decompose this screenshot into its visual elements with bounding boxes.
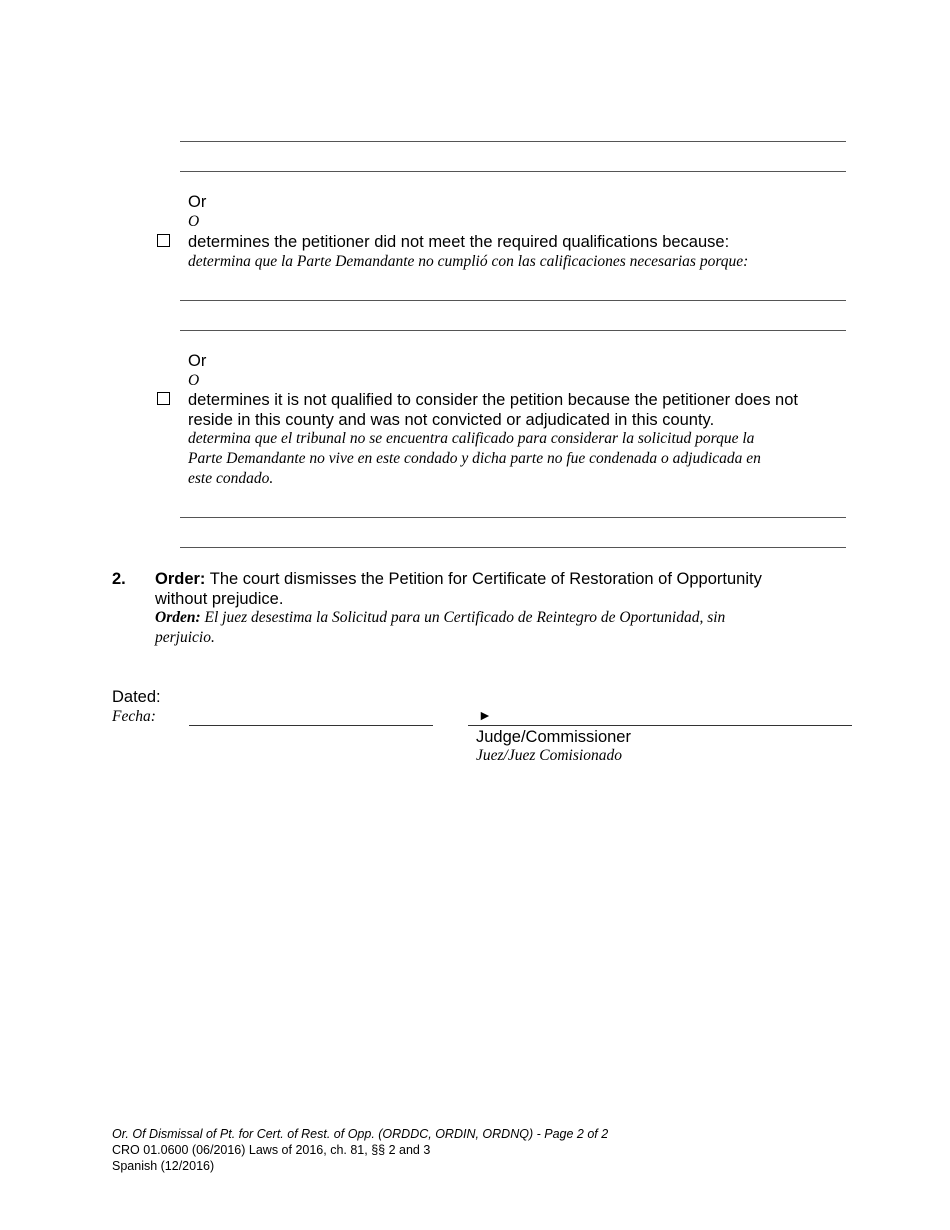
signature-arrow-icon: ► — [478, 707, 492, 723]
judge-title: Judge/Commissioner — [476, 728, 631, 746]
order-text-line2: without prejudice. — [155, 590, 284, 608]
or-label-spanish: O — [188, 213, 200, 230]
dated-label-spanish: Fecha: — [112, 708, 156, 725]
county-text-line1: determines it is not qualified to consider the petition because the petitioner does not — [188, 391, 798, 409]
order-paragraph — [155, 569, 762, 589]
write-in-line[interactable] — [180, 171, 846, 172]
signature-line[interactable] — [468, 725, 852, 726]
order-text-spanish-line1: El juez desestima la Solicitud para un Certificado de Reintegro de Oportunidad, sin — [204, 609, 726, 626]
county-text-spanish-line3: este condado. — [188, 470, 274, 487]
footer-form-title: Or. Of Dismissal of Pt. for Cert. of Rest. of Opp. (ORDDC, ORDIN, ORDNQ) - Page 2 of 2 — [112, 1127, 609, 1141]
footer-language: Spanish (12/2016) — [112, 1159, 215, 1173]
reason-line[interactable] — [180, 547, 846, 548]
qualifications-text: determines the petitioner did not meet the required qualifications because: — [188, 233, 730, 251]
or-label: Or — [188, 193, 207, 211]
footer-form-number: CRO 01.0600 (06/2016) Laws of 2016, ch. 81, §§ 2 and 3 — [112, 1143, 431, 1157]
date-line[interactable] — [189, 725, 433, 726]
judge-title-spanish: Juez/Juez Comisionado — [476, 747, 622, 764]
order-label-spanish: Orden: — [155, 609, 201, 626]
write-in-line[interactable] — [180, 141, 846, 142]
qualifications-text-spanish: determina que la Parte Demandante no cumplió con las calificaciones necesarias porque: — [188, 253, 749, 270]
checkbox-did-not-meet-qualifications[interactable] — [157, 234, 170, 247]
order-text-line1: The court dismisses the Petition for Certificate of Restoration of Opportunity — [209, 570, 762, 588]
order-text-spanish-line2: perjuicio. — [155, 629, 215, 646]
checkbox-not-qualified-county[interactable] — [157, 392, 170, 405]
reason-line[interactable] — [180, 517, 846, 518]
or-label-spanish: O — [188, 372, 200, 389]
reason-line[interactable] — [180, 300, 846, 301]
county-text-line2: reside in this county and was not convicted or adjudicated in this county. — [188, 411, 715, 429]
county-text-spanish-line1: determina que el tribunal no se encuentra calificado para considerar la solicitud porque la — [188, 430, 755, 447]
section-number: 2. — [112, 570, 126, 588]
dated-label: Dated: — [112, 688, 161, 706]
order-paragraph-spanish — [155, 608, 725, 628]
reason-line[interactable] — [180, 330, 846, 331]
county-text-spanish-line2: Parte Demandante no vive en este condado y dicha parte no fue condenada o adjudicada en — [188, 450, 761, 467]
order-label: Order: — [155, 570, 206, 588]
or-label: Or — [188, 352, 207, 370]
